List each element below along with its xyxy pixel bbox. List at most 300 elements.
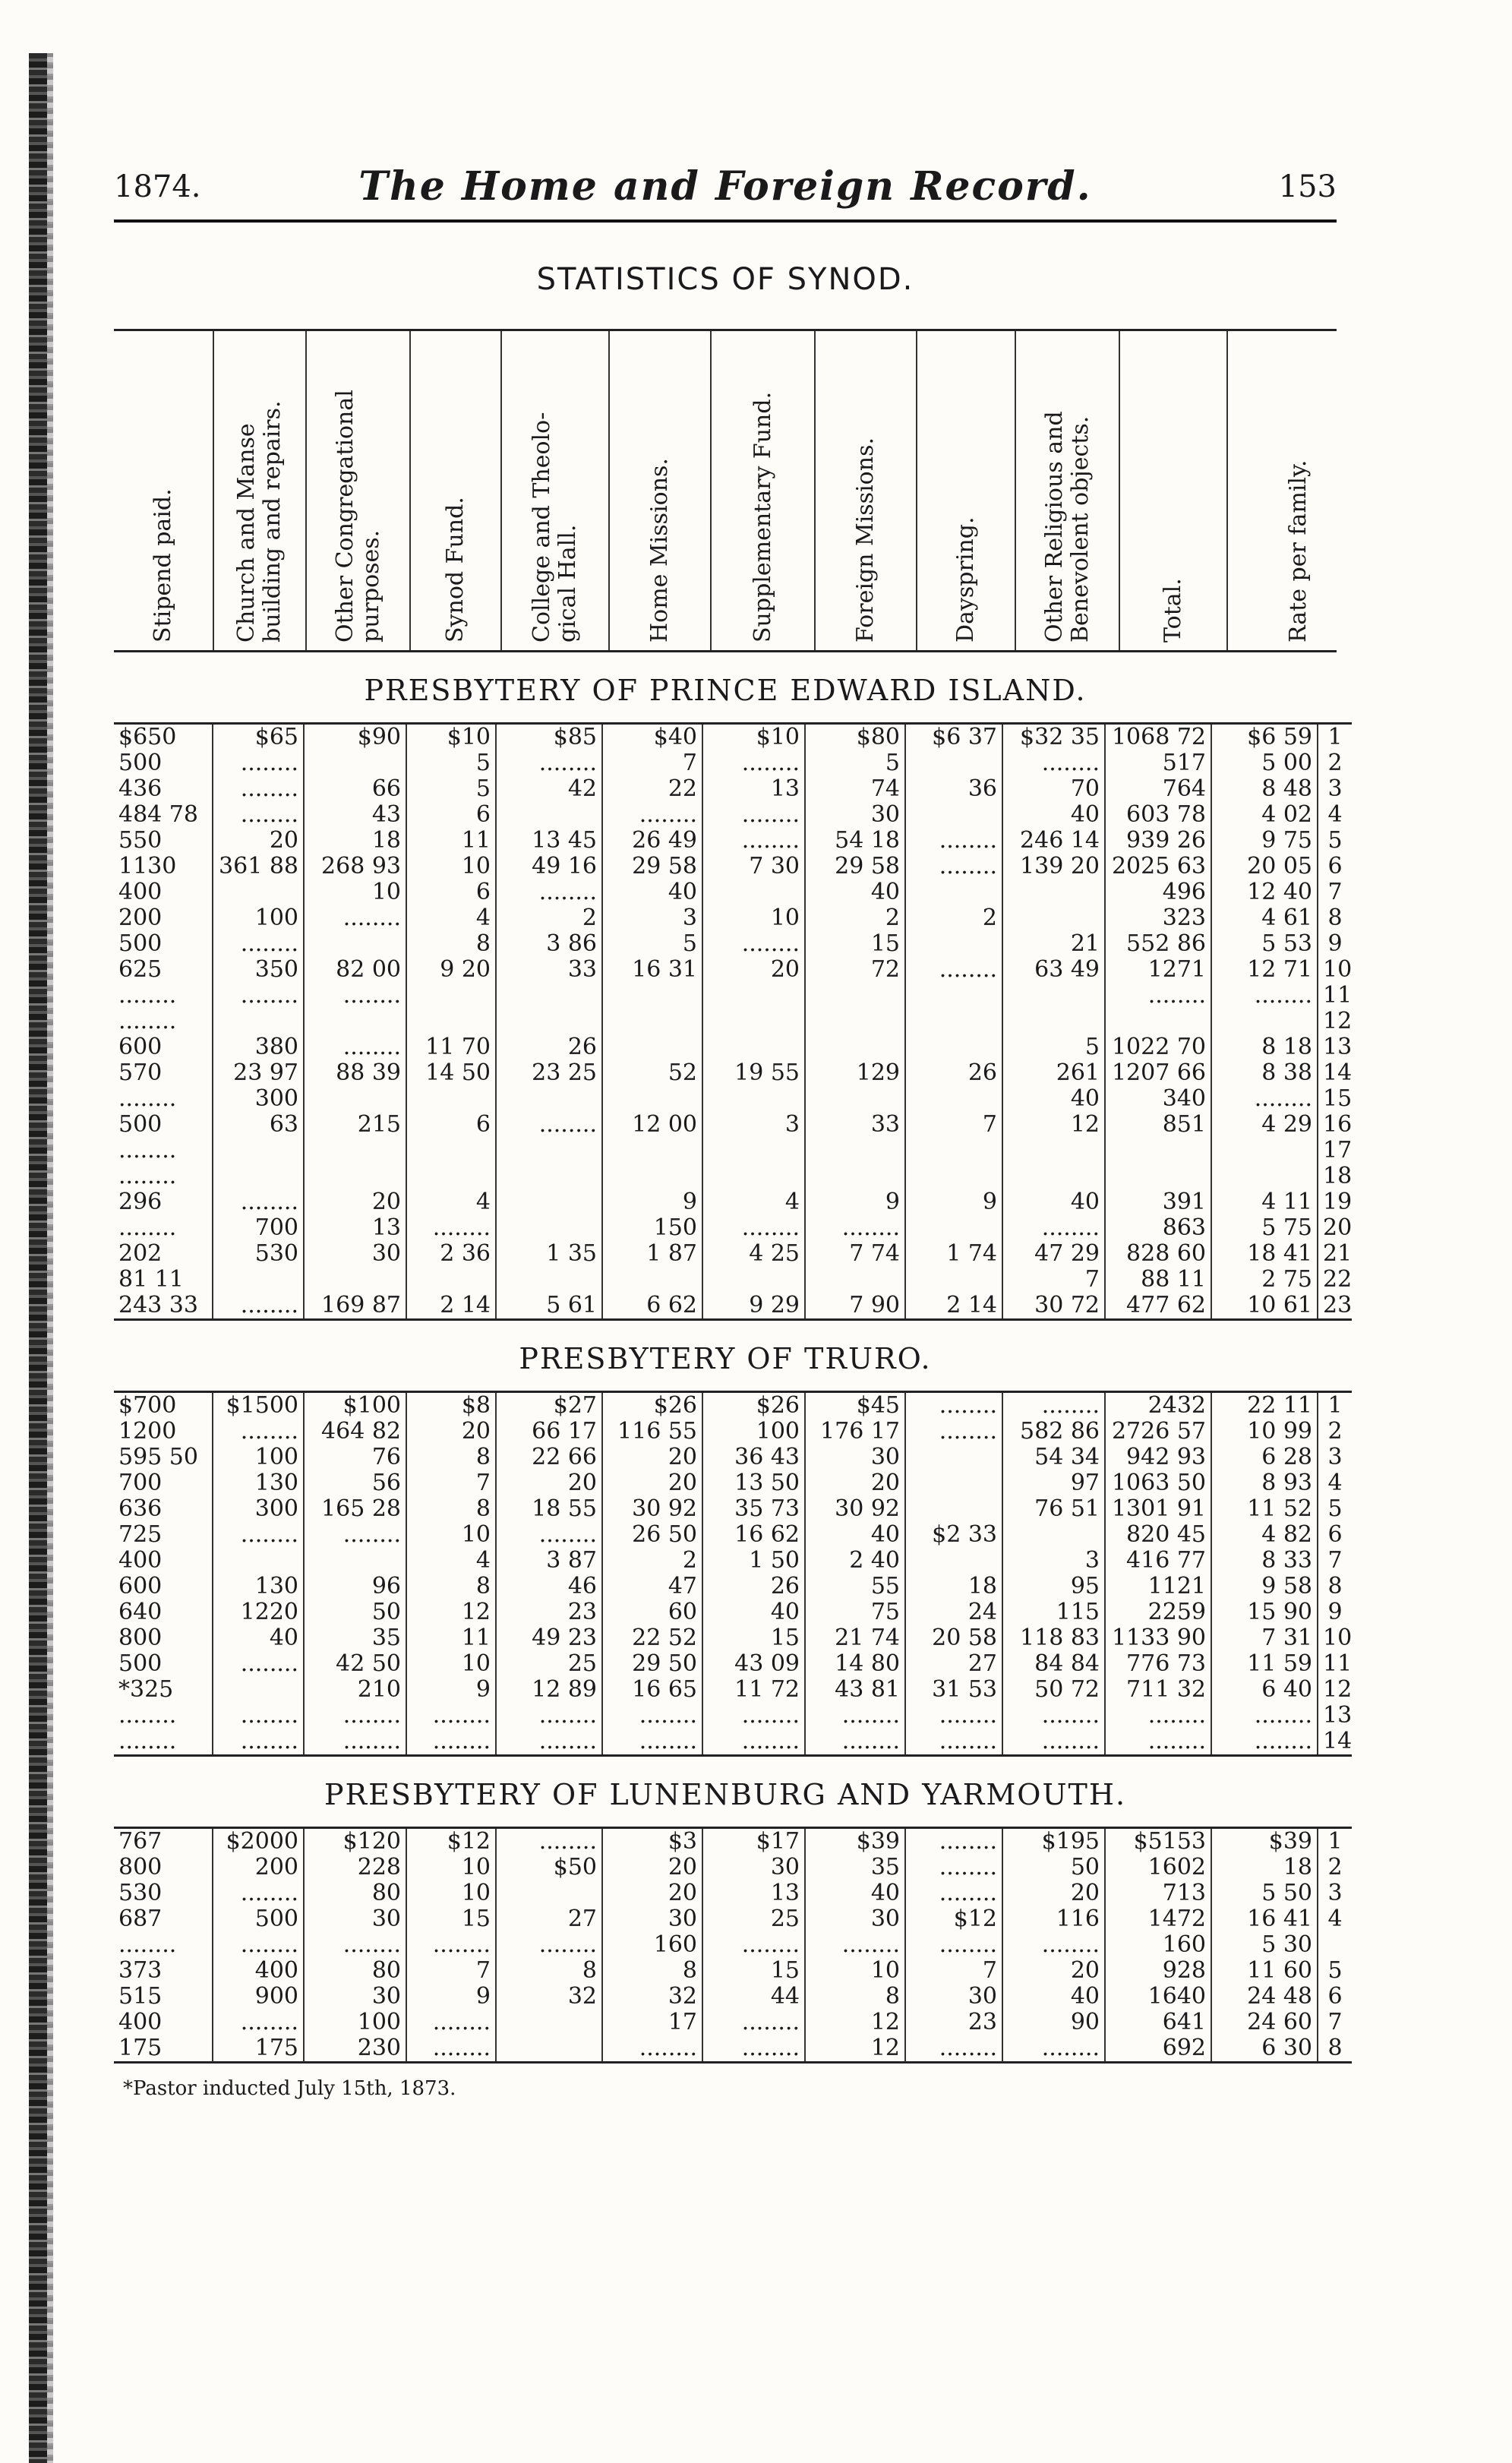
table-cell: 40 [805,1522,905,1548]
table-cell: ........ [702,2035,805,2063]
table-cell: 9 [406,1677,496,1703]
table-cell: 47 [602,1574,702,1599]
table-cell: 30 [702,1855,805,1880]
table-cell: 6 [406,879,496,905]
table-cell: 40 [213,1625,304,1651]
table-cell: 56 [304,1470,406,1496]
table-cell: 9 [805,1189,905,1215]
table-cell: 2 40 [805,1548,905,1574]
table-cell: 20 [1323,1215,1352,1241]
table-cell: $26 [702,1392,805,1419]
table-cell: 1121 [1105,1574,1211,1599]
table-row [114,1651,1352,1677]
table-cell: 210 [304,1677,406,1703]
table-cell: ........ [1211,1086,1318,1112]
table-cell: 16 65 [602,1677,702,1703]
table-cell: 63 49 [1002,957,1105,983]
table-cell: 11 59 [1211,1651,1318,1677]
table-cell [602,1086,702,1112]
table-cell: 641 [1105,2010,1211,2035]
table-cell: 640 [114,1599,213,1625]
table-cell [602,1164,702,1189]
table-cell: 7 31 [1211,1625,1318,1651]
header-rule [114,219,1337,223]
table-cell: 43 09 [702,1651,805,1677]
table-cell: ........ [805,1932,905,1958]
table-cell: 7 90 [805,1293,905,1320]
table-row [114,802,1352,828]
table-cell: 700 [213,1215,304,1241]
table-row [114,1855,1352,1880]
table-cell: 8 [1327,1574,1343,1599]
table-cell: 33 [496,957,602,983]
table-cell: 25 [702,1906,805,1932]
table-cell: 14 80 [805,1651,905,1677]
table-row [114,1138,1352,1164]
table-cell: 323 [1105,905,1211,931]
table-row [114,750,1352,776]
table-cell: 7 74 [805,1241,905,1267]
table-cell: ........ [114,1009,213,1034]
table-cell [805,1267,905,1293]
table-cell: 243 33 [114,1293,213,1320]
table-cell: 7 30 [702,854,805,879]
table-cell: $3 [602,1828,702,1855]
table-cell: 1133 90 [1105,1625,1211,1651]
table-cell: ........ [905,1729,1002,1756]
table-cell: 30 [805,1906,905,1932]
table-cell: 23 [1323,1293,1352,1318]
table-cell: 713 [1105,1880,1211,1906]
column-header-label [529,412,581,643]
scan-binding-shadow [47,53,53,2463]
column-header [214,331,307,650]
table-cell: $12 [905,1906,1002,1932]
table-cell [905,1086,1002,1112]
table-cell: 116 55 [602,1419,702,1445]
table-cell: ........ [114,1138,213,1164]
table-cell [905,1009,1002,1034]
column-headers [114,329,1337,652]
table-cell: 12 [406,1599,496,1625]
table-cell: 29 50 [602,1651,702,1677]
table-cell: 2 [805,905,905,931]
table-cell: ........ [905,1419,1002,1445]
table-cell: ........ [213,1419,304,1445]
table-cell [406,1164,496,1189]
table-cell: ........ [406,1932,496,1958]
table-cell: ........ [905,2035,1002,2063]
table-cell: ........ [304,1034,406,1060]
table-cell: ........ [304,905,406,931]
table-cell [702,983,805,1009]
column-header [307,331,411,650]
table-cell: 928 [1105,1958,1211,1984]
table-cell: 15 90 [1211,1599,1318,1625]
table-cell: ........ [602,1703,702,1729]
table-cell: 18 [905,1574,1002,1599]
table-cell: 12 40 [1211,879,1318,905]
table-cell: 477 62 [1105,1293,1211,1320]
table-cell: 13 [702,776,805,802]
table-cell: 40 [805,879,905,905]
table-cell: 12 [1323,1677,1352,1703]
table-cell: ........ [304,1522,406,1548]
table-cell: ........ [1002,750,1105,776]
table-cell [213,1548,304,1574]
statistics-table [114,1827,1352,2064]
table-cell: 380 [213,1034,304,1060]
table-cell [702,1009,805,1034]
table-cell: 3 [1327,1445,1343,1470]
table-cell: 23 [905,2010,1002,2035]
table-cell: 30 [905,1984,1002,2010]
column-header-label [750,392,776,643]
table-cell: ........ [905,1703,1002,1729]
table-cell: 20 [304,1189,406,1215]
table-cell: ........ [1002,1703,1105,1729]
column-header-label [1286,460,1312,643]
table-cell: 55 [805,1574,905,1599]
table-cell: 118 83 [1002,1625,1105,1651]
presbytery-title: PRESBYTERY OF PRINCE EDWARD ISLAND. [364,674,1087,707]
table-cell: 4 82 [1211,1522,1318,1548]
table-cell: 7 [406,1470,496,1496]
table-cell: 2 [496,905,602,931]
table-cell: 150 [602,1215,702,1241]
column-header-line: Foreign Missions. [852,437,879,643]
table-cell: ........ [304,983,406,1009]
table-cell: 268 93 [304,854,406,879]
table-cell: ........ [114,1703,213,1729]
table-cell: 2 14 [905,1293,1002,1320]
table-cell: 35 [805,1855,905,1880]
column-header-label [333,390,384,643]
table-cell: 2726 57 [1105,1419,1211,1445]
table-cell: ........ [406,2010,496,2035]
table-cell: 160 [1105,1932,1211,1958]
table-cell: 12 [1323,1009,1352,1034]
table-cell: 1640 [1105,1984,1211,2010]
running-header [114,163,1337,209]
table-cell: 43 81 [805,1677,905,1703]
table-cell: ........ [213,983,304,1009]
table-cell: 46 [496,1574,602,1599]
table-cell: 8 18 [1211,1034,1318,1060]
table-row [114,1445,1352,1470]
table-cell: 828 60 [1105,1241,1211,1267]
table-cell: ........ [1002,1729,1105,1756]
table-cell: 26 [702,1574,805,1599]
table-cell: $40 [602,724,702,751]
table-cell: ........ [1211,1703,1318,1729]
table-cell: 13 45 [496,828,602,854]
table-cell: 20 [406,1419,496,1445]
table-cell: $26 [602,1392,702,1419]
table-cell: ........ [905,828,1002,854]
table-row [114,1267,1352,1293]
table-cell: 15 [406,1906,496,1932]
table-cell: 5 [1327,828,1343,854]
column-header-line: Synod Fund. [442,497,469,643]
table-cell: $39 [1211,1828,1318,1855]
table-cell: $195 [1002,1828,1105,1855]
table-cell: 21 74 [805,1625,905,1651]
table-cell [905,983,1002,1009]
table-cell [496,983,602,1009]
table-cell: 340 [1105,1086,1211,1112]
table-cell: 11 70 [406,1034,496,1060]
table-cell [496,2010,602,2035]
table-cell [213,879,304,905]
table-cell: $80 [805,724,905,751]
table-cell: 50 [304,1599,406,1625]
table-row [114,1574,1352,1599]
table-cell: 63 [213,1112,304,1138]
table-cell [602,983,702,1009]
table-cell: 116 [1002,1906,1105,1932]
table-cell: 1200 [114,1419,213,1445]
table-cell: 36 [905,776,1002,802]
table-row [114,1729,1352,1756]
column-header-line: College and Theolo- [529,412,555,643]
table-cell: ........ [496,879,602,905]
table-cell [1002,1522,1105,1548]
table-cell [702,1086,805,1112]
column-header [1228,331,1368,650]
table-cell: ........ [1002,1392,1105,1419]
table-cell: 1602 [1105,1855,1211,1880]
table-cell: ........ [1002,1932,1105,1958]
table-cell: 1 [1327,1392,1343,1419]
table-cell: 30 92 [805,1496,905,1522]
table-cell [702,1138,805,1164]
table-cell: 851 [1105,1112,1211,1138]
table-cell: ........ [1105,1729,1211,1756]
table-cell: 5 [1327,1958,1343,1984]
table-row [114,1932,1352,1958]
table-cell: 3 [702,1112,805,1138]
table-cell: 23 [496,1599,602,1625]
table-cell: 6 30 [1211,2035,1318,2063]
table-cell: ........ [406,1215,496,1241]
table-cell: 464 82 [304,1419,406,1445]
table-cell: 42 50 [304,1651,406,1677]
table-cell: 130 [213,1574,304,1599]
table-cell: $10 [406,724,496,751]
table-cell: ........ [496,1703,602,1729]
table-cell: 500 [114,1651,213,1677]
table-cell: ........ [702,1729,805,1756]
table-cell: 900 [213,1984,304,2010]
table-cell: 4 25 [702,1241,805,1267]
table-cell: 20 [1002,1880,1105,1906]
table-cell: 9 [602,1189,702,1215]
table-cell: ........ [114,983,213,1009]
column-header-line: building and repairs. [259,400,286,643]
statistics-table [114,722,1352,1321]
table-cell [1105,1138,1211,1164]
table-cell: 8 [406,931,496,957]
scan-binding-edge [29,53,47,2463]
table-cell [406,983,496,1009]
table-cell [1105,1009,1211,1034]
table-cell: ........ [702,1703,805,1729]
table-row [114,854,1352,879]
table-cell: 4 [1327,802,1343,828]
table-cell: 40 [1002,1086,1105,1112]
table-cell: $39 [805,1828,905,1855]
table-cell: 2 14 [406,1293,496,1320]
table-cell: 9 [1327,1599,1343,1625]
table-cell: 26 [496,1034,602,1060]
table-cell: 81 11 [114,1267,213,1293]
table-cell: 6 [406,1112,496,1138]
table-cell: 14 50 [406,1060,496,1086]
table-cell: ........ [114,1164,213,1189]
table-cell: 29 58 [805,854,905,879]
table-row [114,1419,1352,1445]
table-cell: 2259 [1105,1599,1211,1625]
table-cell: 1271 [1105,957,1211,983]
table-row [114,905,1352,931]
table-cell: 3 [1002,1548,1105,1574]
column-header [114,331,214,650]
table-cell: $100 [304,1392,406,1419]
table-cell: 74 [805,776,905,802]
table-cell: 70 [1002,776,1105,802]
column-header [502,331,610,650]
table-cell: 22 52 [602,1625,702,1651]
table-cell: 9 75 [1211,828,1318,854]
table-cell [1002,983,1105,1009]
column-header [917,331,1016,650]
table-row [114,1009,1352,1034]
table-cell: ........ [1002,2035,1105,2063]
table-cell: 47 29 [1002,1241,1105,1267]
column-header-line: Church and Manse [233,423,260,643]
table-cell: 8 [602,1958,702,1984]
table-cell: 400 [114,1548,213,1574]
table-cell: 11 [406,828,496,854]
table-row [114,1984,1352,2010]
table-cell: 15 [805,931,905,957]
table-cell: ........ [805,1215,905,1241]
table-cell: $85 [496,724,602,751]
table-cell: 8 93 [1211,1470,1318,1496]
table-cell: 4 [406,1548,496,1574]
table-cell: $17 [702,1828,805,1855]
table-cell [805,983,905,1009]
table-cell: 5 30 [1211,1932,1318,1958]
table-cell: ........ [1105,1703,1211,1729]
table-cell: 15 [1323,1086,1352,1112]
table-row [114,1599,1352,1625]
table-cell: 11 [1323,1651,1352,1677]
table-cell [905,750,1002,776]
table-cell: 16 31 [602,957,702,983]
table-cell: 6 [1327,1984,1343,2010]
table-cell: 200 [213,1855,304,1880]
table-cell: $2 33 [905,1522,1002,1548]
table-cell [496,1138,602,1164]
table-cell: 10 [406,1522,496,1548]
table-cell [1002,1164,1105,1189]
table-cell [496,1009,602,1034]
table-cell: 21 [1323,1241,1352,1267]
table-cell: 5 00 [1211,750,1318,776]
table-cell: ........ [213,1522,304,1548]
table-cell: 800 [114,1625,213,1651]
table-row [114,1060,1352,1086]
table-cell: 6 62 [602,1293,702,1320]
statistics-table [114,1391,1352,1757]
table-cell: $27 [496,1392,602,1419]
table-cell: 9 [905,1189,1002,1215]
table-cell: 11 60 [1211,1958,1318,1984]
table-cell: 5 [1002,1034,1105,1060]
table-cell: ........ [406,1703,496,1729]
column-header-line: Stipend paid. [150,488,176,643]
column-header [411,331,502,650]
table-cell: 687 [114,1906,213,1932]
table-cell: ........ [213,1293,304,1320]
table-cell: 14 [1323,1729,1352,1754]
table-cell: ........ [406,1729,496,1756]
table-cell [702,1267,805,1293]
table-cell: 764 [1105,776,1211,802]
table-row [114,1470,1352,1496]
column-header-line: Other Religious and [1040,411,1068,643]
table-cell: 80 [304,1880,406,1906]
table-cell: 500 [114,931,213,957]
table-cell: ........ [905,1855,1002,1880]
table-cell: 2 [1327,1855,1343,1880]
table-cell: $12 [406,1828,496,1855]
table-cell: 100 [213,1445,304,1470]
table-cell [1002,879,1105,905]
table-cell: $10 [702,724,805,751]
table-cell: 100 [213,905,304,931]
table-cell: 115 [1002,1599,1105,1625]
table-cell: 400 [114,2010,213,2035]
table-cell: 49 23 [496,1625,602,1651]
table-cell: 33 [805,1112,905,1138]
table-row [114,1958,1352,1984]
table-cell: 22 [602,776,702,802]
table-cell: 7 [905,1958,1002,1984]
table-cell: 776 73 [1105,1651,1211,1677]
table-cell: 23 97 [213,1060,304,1086]
table-cell [905,1496,1002,1522]
table-row [114,1548,1352,1574]
table-cell [406,1086,496,1112]
table-cell: 8 [406,1496,496,1522]
table-cell: 32 [496,1984,602,2010]
table-cell: 300 [213,1496,304,1522]
table-cell [213,1164,304,1189]
table-cell: 4 [406,905,496,931]
table-cell: 20 [602,1880,702,1906]
table-cell: 22 11 [1211,1392,1318,1419]
table-cell [805,1034,905,1060]
table-cell: ........ [304,1729,406,1756]
table-cell: 12 [805,2035,905,2063]
table-cell: $90 [304,724,406,751]
column-header-line: Supplementary Fund. [749,391,776,643]
column-header [1120,331,1228,650]
table-row [114,1625,1352,1651]
